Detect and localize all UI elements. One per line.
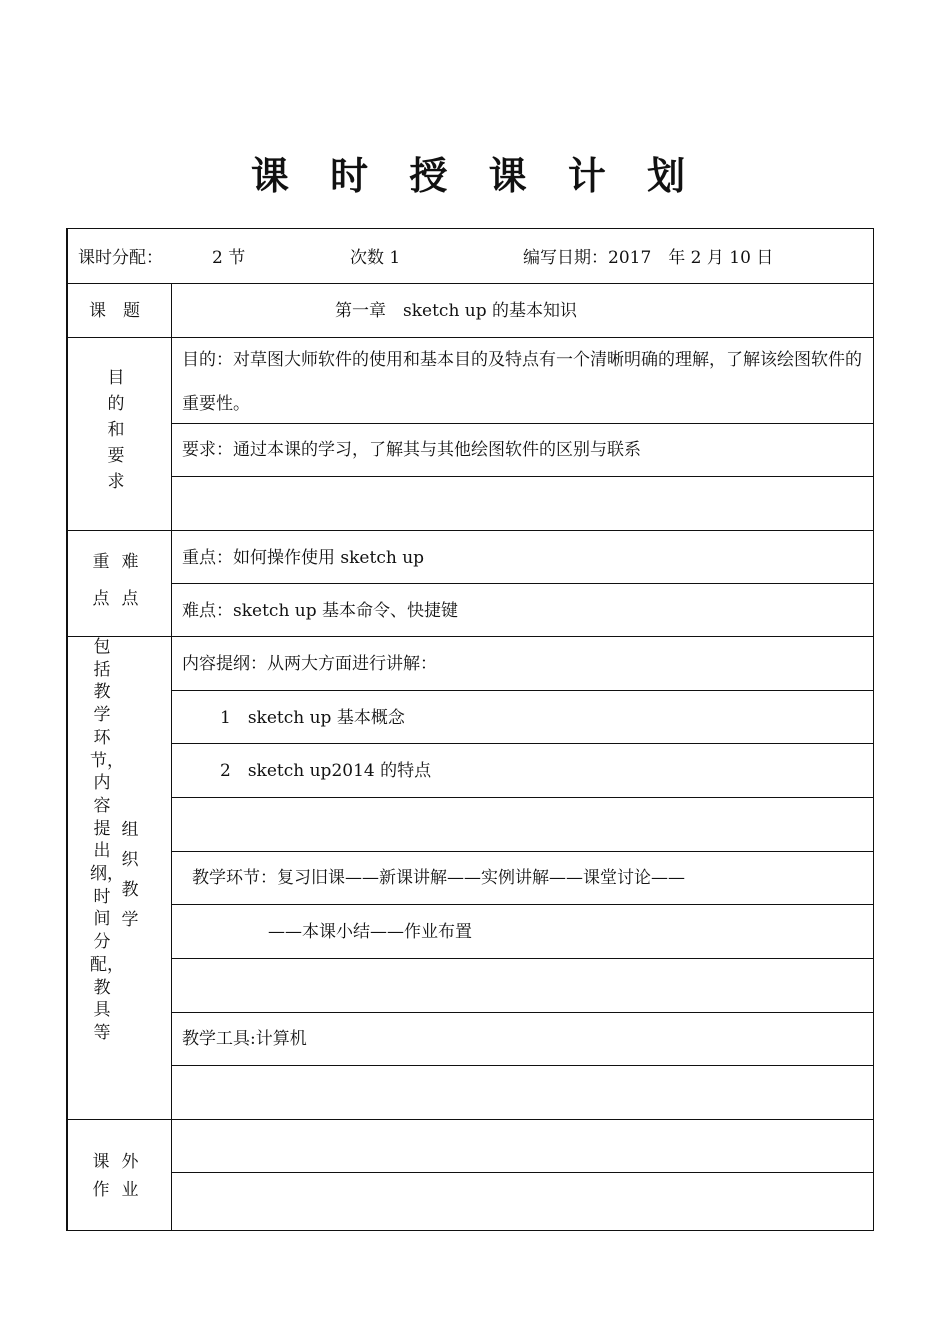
row-divider [171,1012,874,1013]
row-divider [171,851,874,852]
hours-label: 课时分配： [78,248,163,268]
homework-label-col2: 外 业 [121,1152,139,1200]
hours-value: 2 节 [212,248,246,268]
teaching-steps-line1: 教学环节：复习旧课——新课讲解——实例讲解——课堂讨论—— [192,868,685,888]
content-label-right: 组织教学 [121,820,139,930]
date-label: 编写日期：2017 年 2 月 10 日 [523,248,774,268]
row-divider [171,476,874,477]
row-divider [66,636,874,637]
outline-text: 内容提纲：从两大方面进行讲解： [182,654,437,674]
key-point-text: 重点：如何操作使用 sketch up [182,548,425,568]
topic-label: 课 题 [89,301,140,321]
row-divider [171,583,874,584]
topic-value: 第一章 sketch up 的基本知识 [335,301,578,321]
homework-label-col1: 课 作 [92,1152,110,1200]
teaching-steps-line2: ——本课小结——作业布置 [268,922,472,942]
row-divider [171,690,874,691]
requirement-text: 要求：通过本课的学习，了解其与其他绘图软件的区别与联系 [182,440,641,460]
row-divider [171,1172,874,1173]
teaching-tools: 教学工具:计算机 [182,1029,307,1049]
page-title: 课 时 授 课 计 划 [250,153,700,198]
purpose-text: 目的：对草图大师软件的使用和基本目的及特点有一个清晰明确的理解，了解该绘图软件的重要性。 [182,350,862,414]
objectives-label: 目的和要求 [107,368,125,492]
difficult-point-text: 难点：sketch up 基本命令、快捷键 [182,601,459,621]
row-divider [171,904,874,905]
times-label: 次数 1 [350,248,401,268]
row-divider [171,958,874,959]
outline-item-2: 2 sketch up2014 的特点 [220,761,432,781]
content-label-left: 包括教学环节，内容提出纲，时间分配，教具等 [90,637,124,1043]
column-divider [171,283,172,1230]
row-divider [66,283,874,284]
row-divider [171,797,874,798]
row-divider [66,1119,874,1120]
outline-item-1: 1 sketch up 基本概念 [220,708,405,728]
key-points-label-col1: 重 点 [92,552,110,609]
key-points-label-col2: 难 点 [121,552,139,609]
row-divider [171,1065,874,1066]
row-divider [66,530,874,531]
row-divider [171,743,874,744]
